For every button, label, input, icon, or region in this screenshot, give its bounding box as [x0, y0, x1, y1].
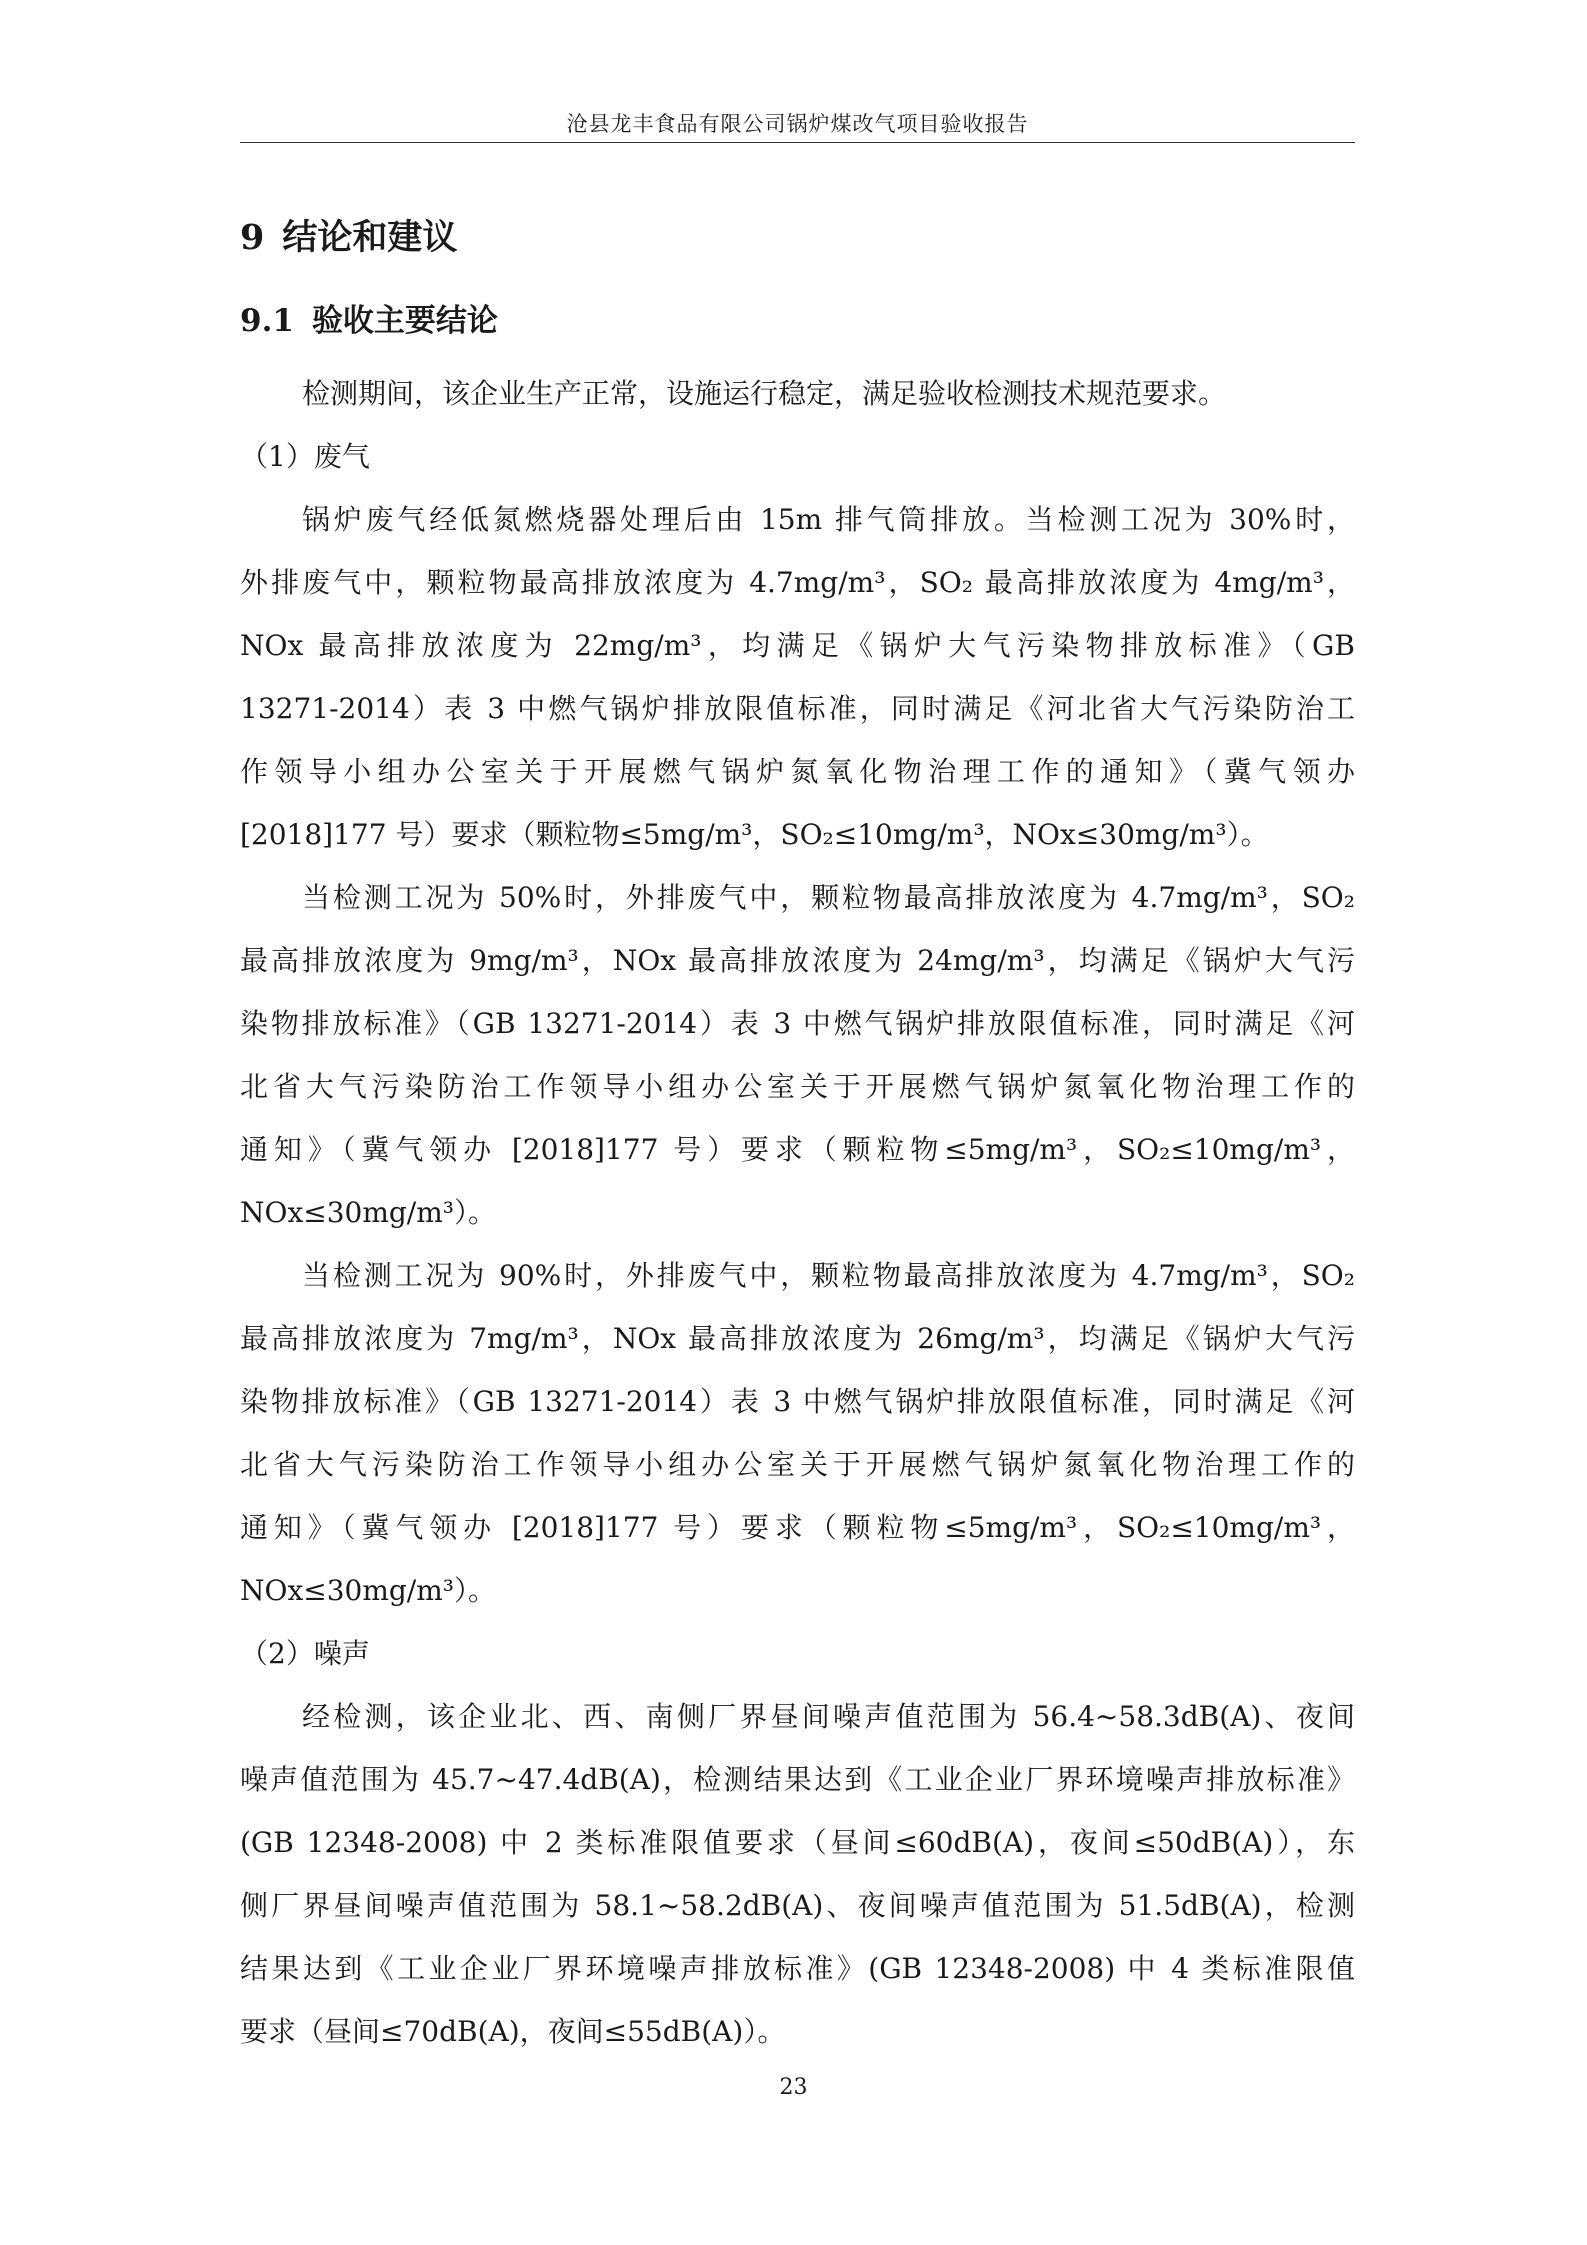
body-line: 通知》（冀气领办 [2018]177 号）要求（颗粒物≤5mg/m³，SO₂≤10mg/m³， — [240, 1511, 1355, 1544]
body-line: 结果达到《工业企业厂界环境噪声排放标准》(GB 12348-2008) 中 4 类标准限值 — [240, 1952, 1355, 1985]
page-number: 23 — [779, 2075, 808, 2100]
body-line: 通知》（冀气领办 [2018]177 号）要求（颗粒物≤5mg/m³，SO₂≤10mg/m³， — [240, 1133, 1355, 1166]
body-line: 当检测工况为 90%时，外排废气中，颗粒物最高排放浓度为 4.7mg/m³，SO₂ — [302, 1259, 1355, 1292]
body-line: 北省大气污染防治工作领导小组办公室关于开展燃气锅炉氮氧化物治理工作的 — [240, 1448, 1355, 1481]
body-line: 最高排放浓度为 7mg/m³，NOx 最高排放浓度为 26mg/m³，均满足《锅炉大气污 — [240, 1322, 1355, 1355]
subsection-title: 验收主要结论 — [311, 303, 498, 339]
body-line: 染物排放标准》（GB 13271-2014）表 3 中燃气锅炉排放限值标准，同时满足《河 — [240, 1385, 1355, 1418]
body-line: (GB 12348-2008) 中 2 类标准限值要求（昼间≤60dB(A)，夜间≤50dB(A)），东 — [240, 1826, 1355, 1859]
body-line: 染物排放标准》（GB 13271-2014）表 3 中燃气锅炉排放限值标准，同时满足《河 — [240, 1007, 1355, 1040]
section-title: 结论和建议 — [282, 217, 458, 258]
body-line: NOx≤30mg/m³）。 — [240, 1574, 497, 1607]
body-line: 最高排放浓度为 9mg/m³，NOx 最高排放浓度为 24mg/m³，均满足《锅炉大气污 — [240, 944, 1355, 977]
body-line: NOx≤30mg/m³）。 — [240, 1196, 497, 1229]
body-line: 外排废气中，颗粒物最高排放浓度为 4.7mg/m³，SO₂ 最高排放浓度为 4mg/m³， — [240, 566, 1355, 599]
header-divider — [240, 142, 1355, 143]
section-heading — [240, 210, 457, 260]
body-line: 作领导小组办公室关于开展燃气锅炉氮氧化物治理工作的通知》（冀气领办 — [240, 755, 1355, 788]
body-line: 侧厂界昼间噪声值范围为 58.1~58.2dB(A)、夜间噪声值范围为 51.5dB(A)，检测 — [240, 1889, 1355, 1922]
body-line: 要求（昼间≤70dB(A)，夜间≤55dB(A)）。 — [240, 2015, 786, 2048]
body-line: 锅炉废气经低氮燃烧器处理后由 15m 排气筒排放。当检测工况为 30%时， — [302, 503, 1355, 536]
subsection-heading — [240, 295, 498, 340]
body-line: 当检测工况为 50%时，外排废气中，颗粒物最高排放浓度为 4.7mg/m³，SO₂ — [302, 881, 1355, 914]
body-line: 北省大气污染防治工作领导小组办公室关于开展燃气锅炉氮氧化物治理工作的 — [240, 1070, 1355, 1103]
section-number: 9 — [240, 217, 265, 258]
subheading-noise: （2）噪声 — [240, 1637, 370, 1670]
body-line: NOx 最高排放浓度为 22mg/m³，均满足《锅炉大气污染物排放标准》（GB — [240, 629, 1355, 662]
body-line: 13271-2014）表 3 中燃气锅炉排放限值标准，同时满足《河北省大气污染防治工 — [240, 692, 1355, 725]
body-line: [2018]177 号）要求（颗粒物≤5mg/m³，SO₂≤10mg/m³，NOx≤30mg/m³）。 — [240, 818, 1269, 851]
body-line: 噪声值范围为 45.7~47.4dB(A)，检测结果达到《工业企业厂界环境噪声排放标准》 — [240, 1763, 1355, 1796]
subheading-exhaust-gas: （1）废气 — [240, 440, 370, 473]
body-line: 经检测，该企业北、西、南侧厂界昼间噪声值范围为 56.4~58.3dB(A)、夜间 — [302, 1700, 1355, 1733]
running-header: 沧县龙丰食品有限公司锅炉煤改气项目验收报告 — [566, 112, 1029, 136]
body-line: 检测期间，该企业生产正常，设施运行稳定，满足验收检测技术规范要求。 — [302, 377, 1227, 410]
subsection-number: 9.1 — [240, 303, 294, 339]
